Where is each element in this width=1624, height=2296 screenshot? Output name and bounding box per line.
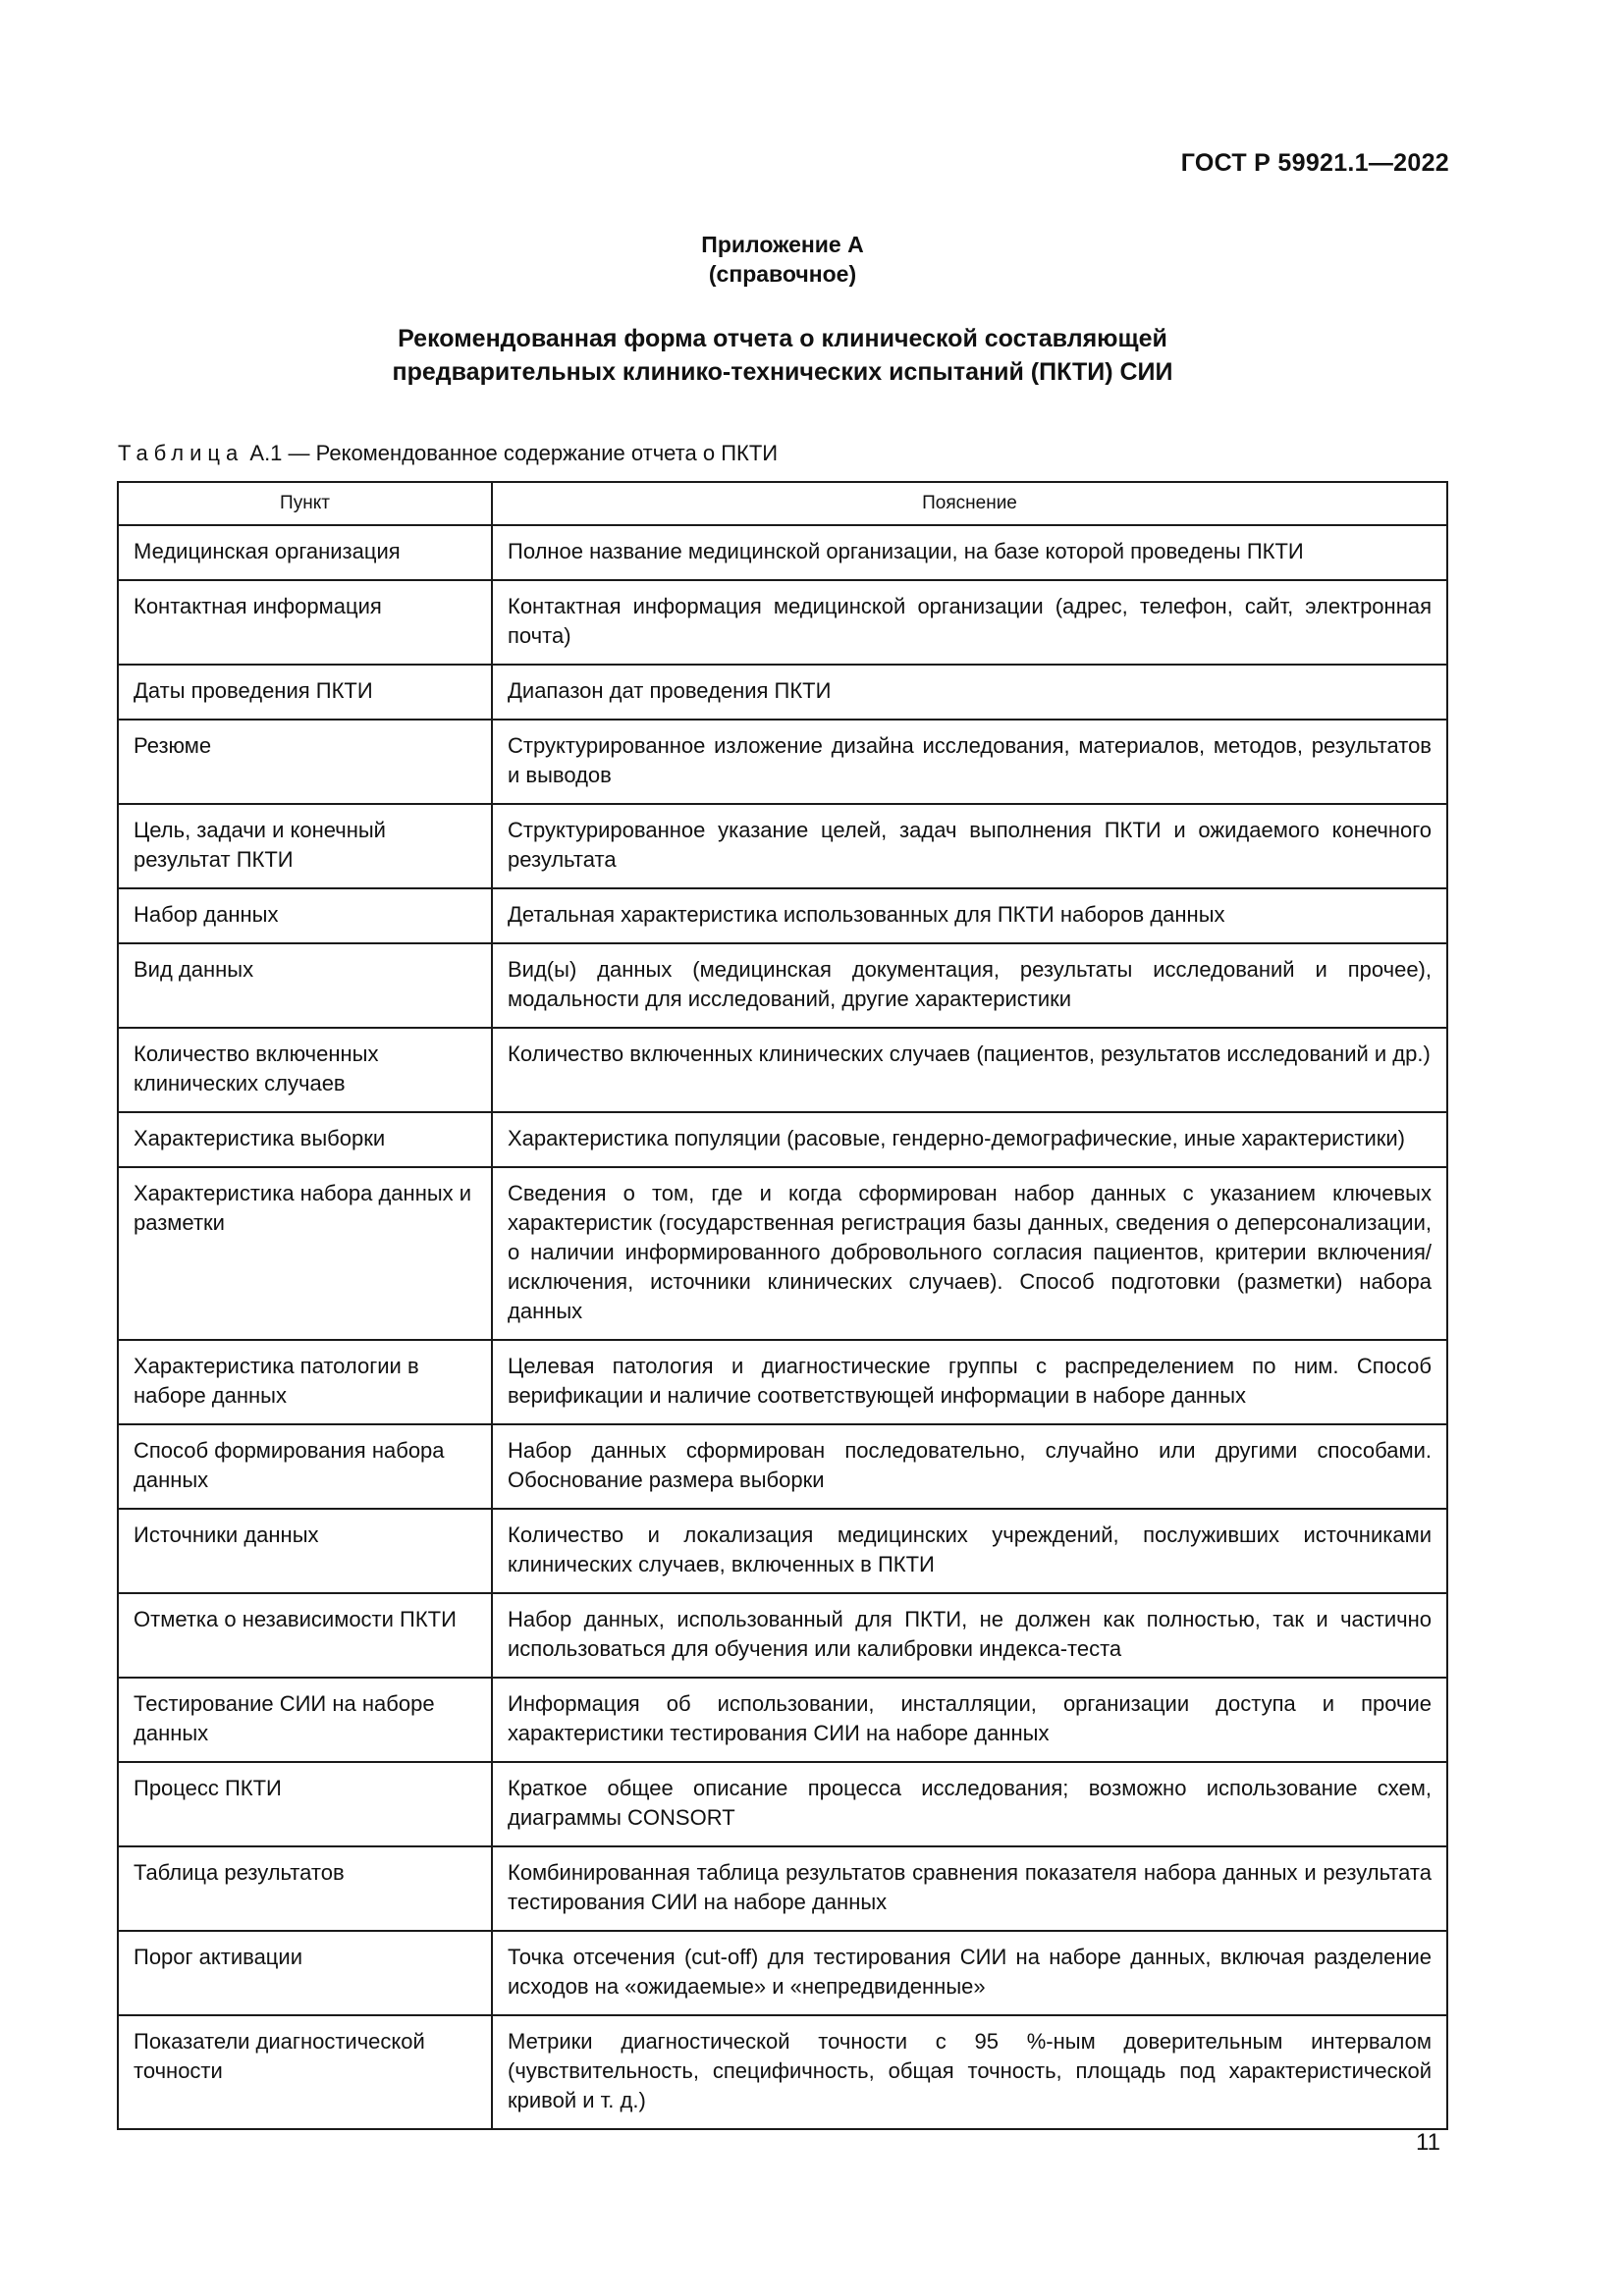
table-cell-point: Резюме [118, 720, 492, 804]
table-cell-explanation: Контактная информация медицинской организации (адрес, телефон, сайт, электронная почта) [492, 580, 1447, 665]
table-cell-point: Таблица результатов [118, 1846, 492, 1931]
table-row [118, 804, 1447, 888]
appendix-subtitle: (справочное) [708, 261, 857, 287]
table-cell-explanation: Сведения о том, где и когда сформирован набор данных с указанием ключевых характеристик (государственная регистрация базы данных, сведения о деперсонализации, о наличии информированного добровольного согласия пациентов, критерии включения/исключения, источники клинических случаев). Способ подготовки (разметки) набора данных [492, 1167, 1447, 1340]
table-cell-point: Процесс ПКТИ [118, 1762, 492, 1846]
table-cell-explanation: Набор данных сформирован последовательно, случайно или другими способами. Обоснование размера выборки [492, 1424, 1447, 1509]
table-cell-point: Медицинская организация [118, 525, 492, 580]
table-row [118, 665, 1447, 720]
table-cell-explanation: Комбинированная таблица результатов сравнения показателя набора данных и результата тестирования СИИ на наборе данных [492, 1846, 1447, 1931]
table-cell-point: Порог активации [118, 1931, 492, 2015]
table-cell-explanation: Структурированное указание целей, задач выполнения ПКТИ и ожидаемого конечного результата [492, 804, 1447, 888]
table-cell-explanation: Вид(ы) данных (медицинская документация, результаты исследований и прочее), модальности для исследований, другие характеристики [492, 943, 1447, 1028]
table-cell-explanation: Характеристика популяции (расовые, гендерно-демографические, иные характеристики) [492, 1112, 1447, 1167]
table-row [118, 1028, 1447, 1112]
document-title [0, 322, 1565, 389]
table-row [118, 888, 1447, 943]
table-cell-explanation: Полное название медицинской организации, на базе которой проведены ПКТИ [492, 525, 1447, 580]
report-content-table [117, 481, 1448, 2130]
table-cell-point: Цель, задачи и конечный результат ПКТИ [118, 804, 492, 888]
table-row [118, 580, 1447, 665]
table-cell-explanation: Количество включенных клинических случаев (пациентов, результатов исследований и др.) [492, 1028, 1447, 1112]
table-body [118, 525, 1447, 2129]
table-cell-point: Вид данных [118, 943, 492, 1028]
table-caption [118, 440, 778, 467]
table-row [118, 1112, 1447, 1167]
page-number: 11 [1416, 2129, 1440, 2156]
table-cell-point: Характеристика патологии в наборе данных [118, 1340, 492, 1424]
document-title-line-2: предварительных клинико-технических испытаний (ПКТИ) СИИ [392, 358, 1173, 386]
table-row [118, 2015, 1447, 2129]
table-cell-point: Способ формирования набора данных [118, 1424, 492, 1509]
table-cell-point: Характеристика набора данных и разметки [118, 1167, 492, 1340]
table-row [118, 1931, 1447, 2015]
table-cell-point: Тестирование СИИ на наборе данных [118, 1678, 492, 1762]
table-row [118, 1340, 1447, 1424]
table-caption-label: Таблица [118, 441, 244, 465]
table-row [118, 1762, 1447, 1846]
table-cell-explanation: Краткое общее описание процесса исследования; возможно использование схем, диаграммы CONSORT [492, 1762, 1447, 1846]
table-cell-point: Характеристика выборки [118, 1112, 492, 1167]
table-row [118, 1509, 1447, 1593]
document-title-line-1: Рекомендованная форма отчета о клинической составляющей [398, 325, 1167, 352]
table-row [118, 943, 1447, 1028]
table-cell-explanation: Количество и локализация медицинских учреждений, послуживших источниками клинических случаев, включенных в ПКТИ [492, 1509, 1447, 1593]
table-row [118, 1846, 1447, 1931]
table-cell-explanation: Структурированное изложение дизайна исследования, материалов, методов, результатов и выводов [492, 720, 1447, 804]
table-row [118, 1424, 1447, 1509]
table-cell-explanation: Метрики диагностической точности с 95 %-ным доверительным интервалом (чувствительность, специфичность, общая точность, площадь под характеристической кривой и т. д.) [492, 2015, 1447, 2129]
table-cell-explanation: Информация об использовании, инсталляции, организации доступа и прочие характеристики тестирования СИИ на наборе данных [492, 1678, 1447, 1762]
table-cell-explanation: Детальная характеристика использованных для ПКТИ наборов данных [492, 888, 1447, 943]
table-row [118, 720, 1447, 804]
column-header-point: Пункт [118, 482, 492, 525]
table-cell-explanation: Целевая патология и диагностические группы с распределением по ним. Способ верификации и наличие соответствующей информации в наборе данных [492, 1340, 1447, 1424]
table-row [118, 1678, 1447, 1762]
table-cell-point: Количество включенных клинических случаев [118, 1028, 492, 1112]
column-header-explanation: Пояснение [492, 482, 1447, 525]
table-row [118, 1593, 1447, 1678]
table-cell-point: Набор данных [118, 888, 492, 943]
table-cell-point: Даты проведения ПКТИ [118, 665, 492, 720]
table-cell-point: Показатели диагностической точности [118, 2015, 492, 2129]
table-caption-text: А.1 — Рекомендованное содержание отчета о ПКТИ [249, 441, 779, 465]
table-cell-explanation: Точка отсечения (cut-off) для тестирования СИИ на наборе данных, включая разделение исходов на «ожидаемые» и «непредвиденные» [492, 1931, 1447, 2015]
table-cell-point: Отметка о независимости ПКТИ [118, 1593, 492, 1678]
table-row [118, 525, 1447, 580]
table-row [118, 1167, 1447, 1340]
standard-number: ГОСТ Р 59921.1—2022 [1180, 149, 1449, 177]
table-cell-point: Источники данных [118, 1509, 492, 1593]
appendix-heading [0, 230, 1565, 289]
table-cell-explanation: Набор данных, использованный для ПКТИ, не должен как полностью, так и частично использоваться для обучения или калибровки индекса-теста [492, 1593, 1447, 1678]
appendix-title: Приложение А [701, 232, 864, 257]
table-cell-explanation: Диапазон дат проведения ПКТИ [492, 665, 1447, 720]
table-cell-point: Контактная информация [118, 580, 492, 665]
table-header-row [118, 482, 1447, 525]
